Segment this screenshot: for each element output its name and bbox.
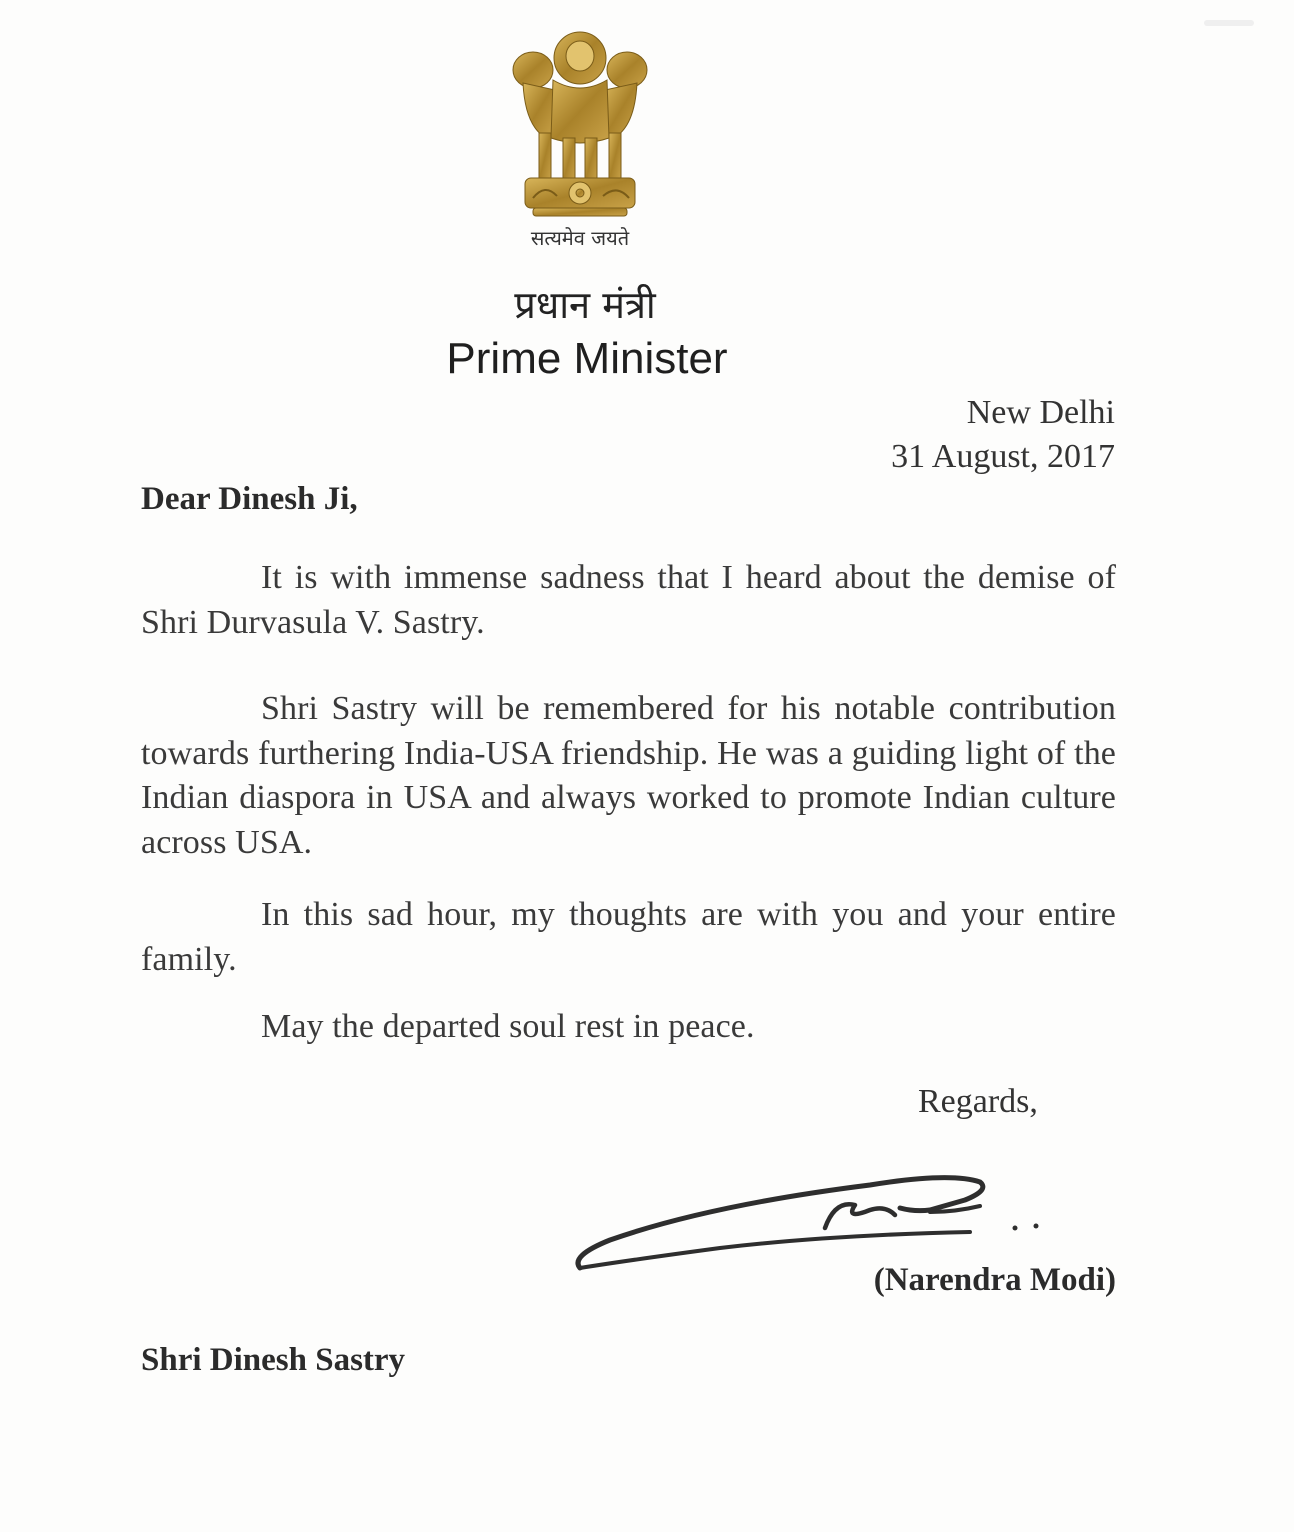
closing: Regards, (918, 1083, 1038, 1120)
national-motto: सत्यमेव जयते (530, 226, 630, 250)
body-paragraph: It is with immense sadness that I heard about the demise of Shri Durvasula V. Sastry. (141, 559, 1116, 641)
salutation: Dear Dinesh Ji, (141, 481, 358, 517)
scan-smudge (1204, 20, 1254, 26)
letter-place: New Delhi (966, 394, 1115, 431)
office-title: Prime Minister (446, 334, 728, 383)
body-paragraph: In this sad hour, my thoughts are with you and your entire family. (141, 896, 1116, 978)
body-paragraph: May the departed soul rest in peace. (261, 1008, 755, 1045)
body-paragraph: Shri Sastry will be remembered for his notable contribution towards furthering India-USA friendship. He was a guiding light of the Indian diaspora in USA and always worked to promote Indian culture across USA. (141, 690, 1116, 861)
letter-date: 31 August, 2017 (891, 438, 1115, 475)
recipient-name: Shri Dinesh Sastry (141, 1342, 406, 1378)
office-title-hindi: प्रधान मंत्री (514, 283, 656, 327)
signatory-name: (Narendra Modi) (873, 1262, 1116, 1298)
